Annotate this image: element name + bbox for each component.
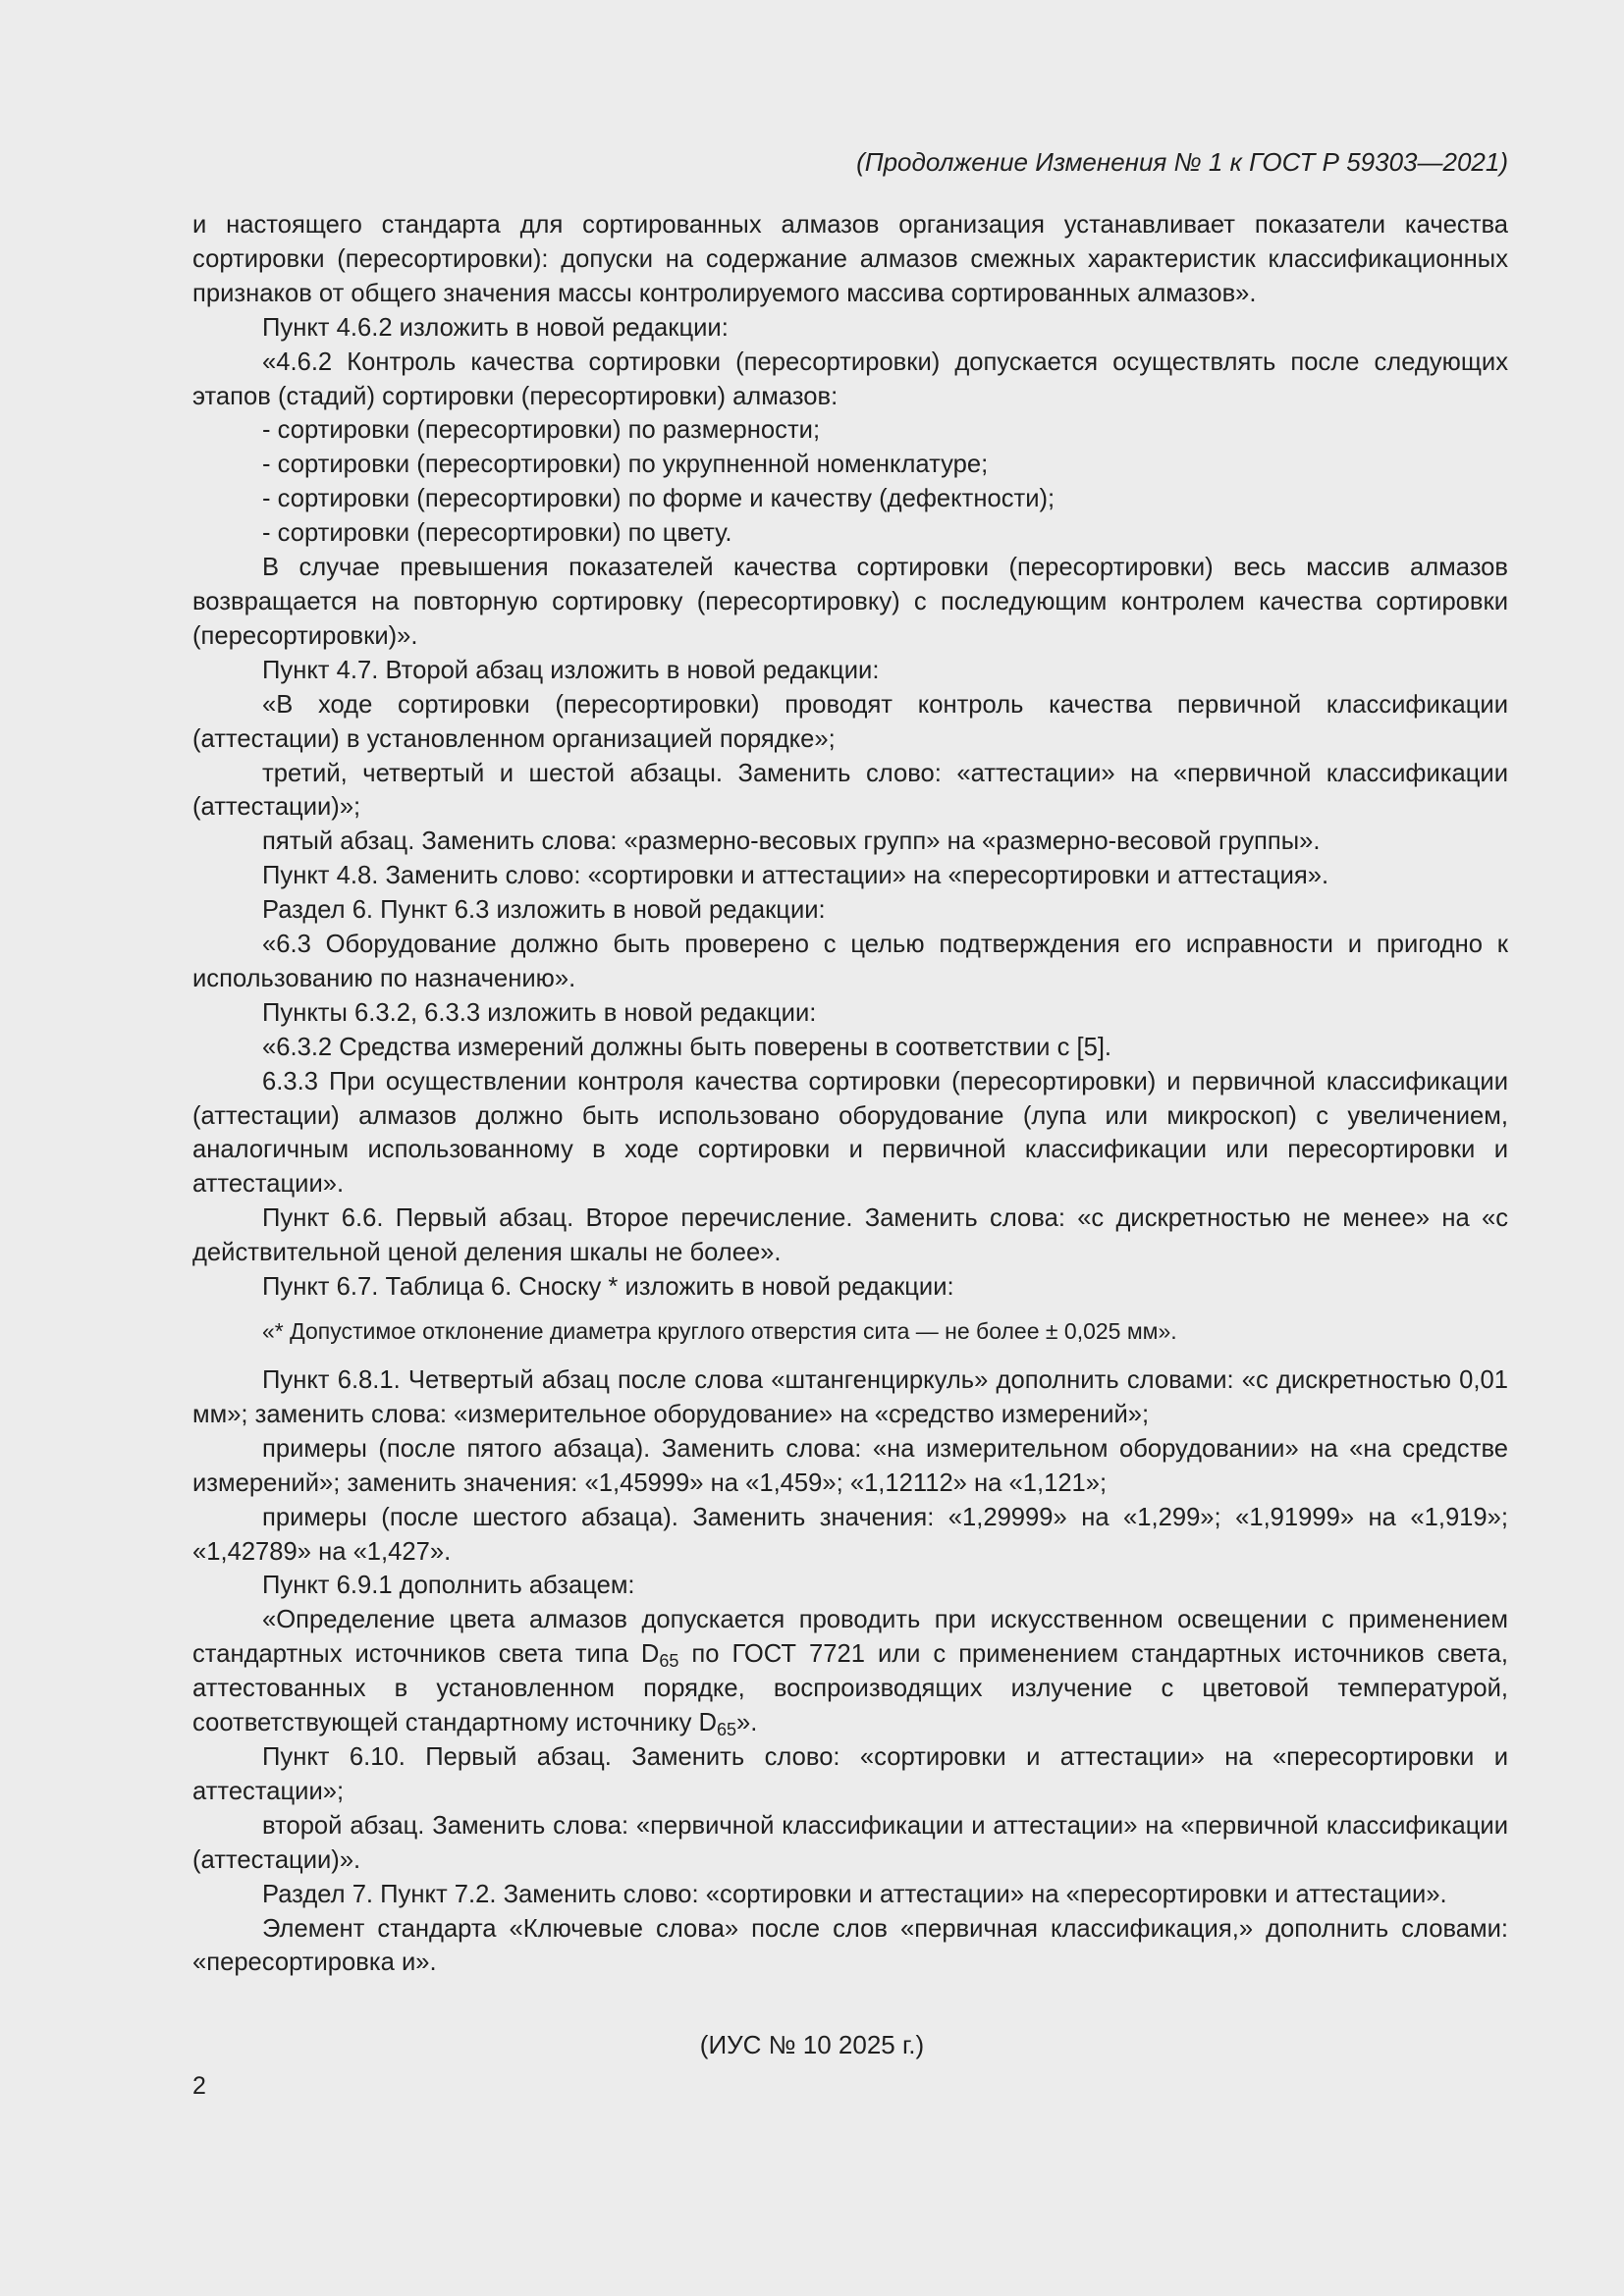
- paragraph: примеры (после шестого абзаца). Заменить значения: «1,29999» на «1,299»; «1,91999» на «1,919»; «1,42789» на «1,427».: [192, 1503, 1508, 1566]
- list-item: - сортировки (пересортировки) по форме и качеству (дефектности);: [262, 485, 1056, 513]
- paragraph: пятый абзац. Заменить слова: «размерно-весовых групп» на «размерно-весовой группы».: [262, 828, 1321, 856]
- paragraph: Пункт 6.7. Таблица 6. Сноску * изложить в новой редакции:: [262, 1273, 954, 1302]
- ius-reference: (ИУС № 10 2025 г.): [699, 2030, 925, 2059]
- paragraph: «В ходе сортировки (пересортировки) проводят контроль качества первичной классификации (аттестации) в установленном организацией порядке»;: [192, 690, 1508, 753]
- paragraph: примеры (после пятого абзаца). Заменить слова: «на измерительном оборудовании» на «на средстве измерений»; заменить значения: «1,45999» на «1,459»; «1,12112» на «1,121»;: [192, 1434, 1508, 1497]
- text-run: «Определение цвета алмазов допускается проводить при искусственном освещении с применением стандартных источников света типа D: [192, 1606, 1508, 1669]
- paragraph: Пункт 4.6.2 изложить в новой редакции:: [262, 313, 729, 342]
- paragraph: [192, 1603, 1508, 1740]
- paragraph: 6.3.3 При осуществлении контроля качества сортировки (пересортировки) и первичной классификации (аттестации) алмазов должно быть использовано оборудование (лупа или микроскоп) с увеличением, аналогичным использованному в ходе сортировки и первичной классификации или пересортировки и аттестации».: [192, 1067, 1508, 1199]
- paragraph: и настоящего стандарта для сортированных алмазов организация устанавливает показатели качества сортировки (пересортировки): допуски на содержание алмазов смежных характеристик классификационных признаков от общего значения массы контролируемого массива сортированных алмазов».: [192, 211, 1508, 307]
- paragraph: третий, четвертый и шестой абзацы. Заменить слово: «аттестации» на «первичной классификации (аттестации)»;: [192, 759, 1508, 822]
- text-run: по ГОСТ 7721 или с применением стандартных источников света, аттестованных в установленном порядке, воспроизводящих излучение с цветовой температурой, соответствующей стандартному источнику D: [192, 1640, 1508, 1737]
- subscript: 65: [716, 1720, 736, 1740]
- paragraph: второй абзац. Заменить слова: «первичной классификации и аттестации» на «первичной классификации (аттестации)».: [192, 1811, 1508, 1874]
- list-item: - сортировки (пересортировки) по размерности;: [262, 416, 821, 445]
- paragraph: Пункт 6.6. Первый абзац. Второе перечисление. Заменить слова: «с дискретностью не менее» на «с действительной ценой деления шкалы не более».: [192, 1204, 1508, 1267]
- paragraph: Пункт 4.7. Второй абзац изложить в новой редакции:: [262, 656, 880, 684]
- paragraph: Раздел 7. Пункт 7.2. Заменить слово: «сортировки и аттестации» на «пересортировки и аттестации».: [262, 1880, 1447, 1908]
- page-number: 2: [192, 2072, 206, 2100]
- paragraph: В случае превышения показателей качества сортировки (пересортировки) весь массив алмазов возвращается на повторную сортировку (пересортировку) с последующим контролем качества сортировки (пересортировки)».: [192, 554, 1508, 650]
- paragraph: Пункт 6.10. Первый абзац. Заменить слово: «сортировки и аттестации» на «пересортировки и аттестации»;: [192, 1742, 1508, 1805]
- list-item: - сортировки (пересортировки) по цвету.: [262, 519, 732, 548]
- list-item: - сортировки (пересортировки) по укрупненной номенклатуре;: [262, 451, 989, 479]
- paragraph: «6.3.2 Средства измерений должны быть поверены в соответствии с [5].: [262, 1033, 1112, 1061]
- subscript: 65: [659, 1651, 679, 1672]
- paragraph: Пункты 6.3.2, 6.3.3 изложить в новой редакции:: [262, 998, 817, 1027]
- continuation-header: (Продолжение Изменения № 1 к ГОСТ Р 59303—2021): [856, 147, 1508, 177]
- paragraph: Раздел 6. Пункт 6.3 изложить в новой редакции:: [262, 896, 826, 925]
- paragraph: «4.6.2 Контроль качества сортировки (пересортировки) допускается осуществлять после следующих этапов (стадий) сортировки (пересортировки) алмазов:: [192, 347, 1508, 410]
- text-run: ».: [736, 1709, 758, 1737]
- paragraph: Пункт 6.9.1 дополнить абзацем:: [262, 1572, 635, 1600]
- paragraph: Пункт 6.8.1. Четвертый абзац после слова «штангенциркуль» дополнить словами: «с дискретностью 0,01 мм»; заменить слова: «измерительное оборудование» на «средство измерений»;: [192, 1366, 1508, 1428]
- document-body: [192, 208, 1508, 1980]
- footnote-text: «* Допустимое отклонение диаметра круглого отверстия сита — не более ± 0,025 мм».: [262, 1318, 1177, 1344]
- paragraph: Элемент стандарта «Ключевые слова» после слов «первичная классификация,» дополнить словами: «пересортировка и».: [192, 1914, 1508, 1977]
- paragraph: «6.3 Оборудование должно быть проверено с целью подтверждения его исправности и пригодно к использованию по назначению».: [192, 931, 1508, 992]
- paragraph: Пункт 4.8. Заменить слово: «сортировки и аттестации» на «пересортировки и аттестация».: [262, 862, 1329, 890]
